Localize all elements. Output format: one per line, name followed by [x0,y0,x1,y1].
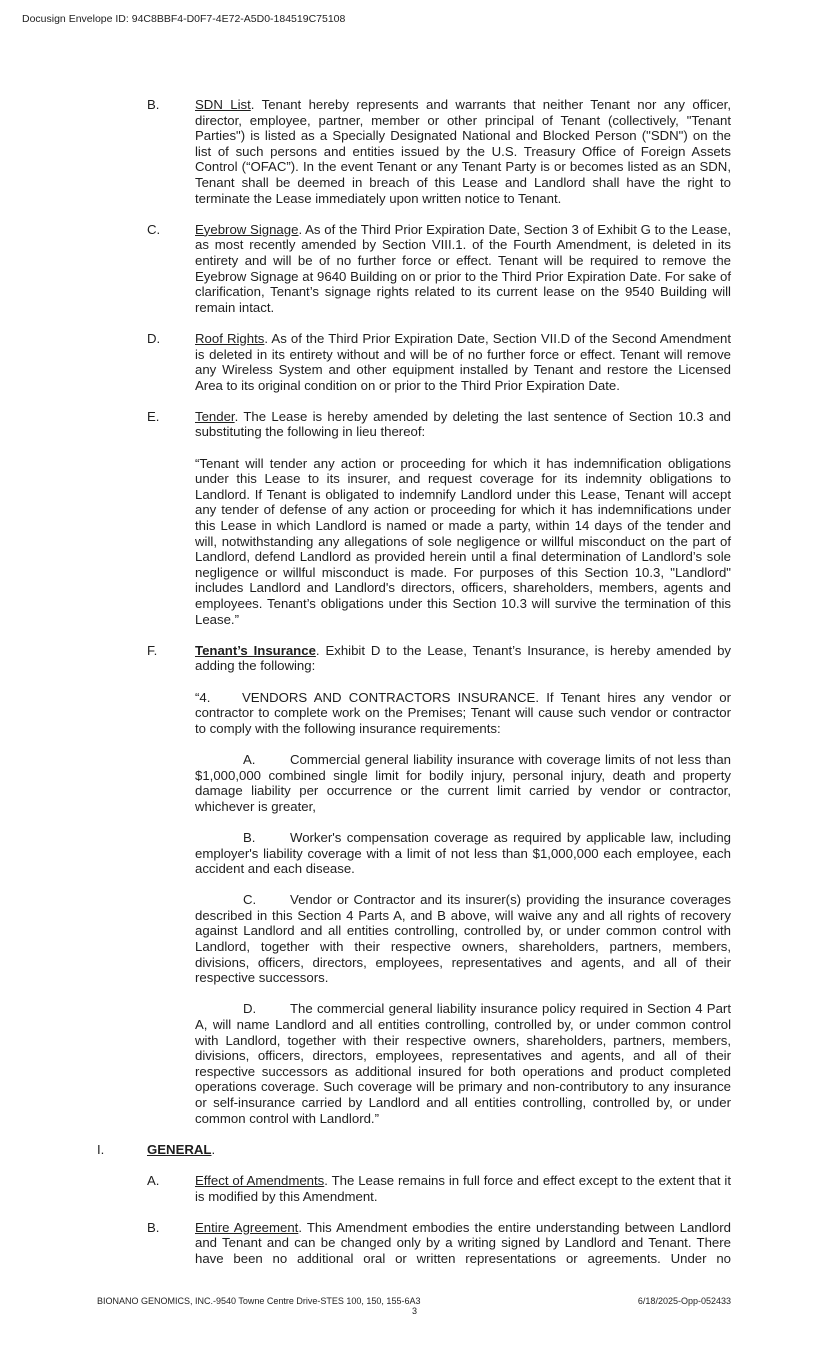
item-text: . Exhibit D to the Lease, Tenant’s Insurance, is hereby amended by adding the following: [195,642,732,674]
sub-text: The commercial general liability insurance policy required in Section 4 Part A, will name Landlord and all entities controlling, controlled by, or under common control with Landlord, together with their respective owners, shareholders, partners, members, divisions, officers, directors, employees, representatives and agents, and all of their respective successors as additional insured for both operations and product completed operations coverage. Such coverage will be primary and non-contributory to any insurance or self-insurance carried by Landlord and all entities controlling, controlled by, or under common control with Landlord.” [195,1001,731,1126]
section-e-tender [0,409,829,627]
general-a-effect-of-amendments [0,1173,829,1204]
item-text: . As of the Third Prior Expiration Date, Section 3 of Exhibit G to the Lease, as most recently amended by Section VIII.1. of the Fourth Amendment, is deleted in its entirety and will be of no further force or effect. Tenant will be required to remove the Eyebrow Signage at 9640 Building on or prior to the Third Prior Expiration Date. For sake of clarification, Tenant’s signage rights related to its current lease on the 9540 Building will remain intact. [195,221,732,315]
envelope-id: Docusign Envelope ID: 94C8BBF4-D0F7-4E72-A5D0-184519C75108 [22,13,346,25]
item-letter: A. [147,1172,160,1188]
item-text: . As of the Third Prior Expiration Date, Section VII.D of the Second Amendment is deleted in its entirety without and will be of no further force or effect. Tenant will remove any Wireless System and other equipment installed by Tenant and restore the Licensed Area to its original condition on or prior to the Third Prior Expiration Date. [195,330,732,393]
insurance-subsection-d [195,1001,731,1126]
item-text: . The Lease remains in full force and effect except to the extent that it is modified by this Amendment. [195,1172,731,1204]
item-title: Tender [195,408,235,424]
footer-reference: 6/18/2025-Opp-052433 [637,1296,731,1306]
item-title: Effect of Amendments [195,1172,325,1188]
tender-quote: “Tenant will tender any action or proceeding for which it has indemnification obligations under this Lease to its insurer, and request coverage for its indemnity obligations to Landlord. If Tenant is obligated to indemnify Landlord under this Lease, Tenant will accept any tender of defense of any action or proceeding for which it has indemnifications under this Lease in which Landlord is named or made a party, within 14 days of the tender and will, notwithstanding any allegations of sole negligence or willful misconduct on the part of Landlord, defend Landlord as provided herein until a final determination of Landlord’s sole negligence or willful misconduct is made. For purposes of this Section 10.3, "Landlord" includes Landlord and Landlord's directors, officers, shareholders, members, agents and employees. Tenant’s obligations under this Section 10.3 will survive the termination of this Lease.” [195,455,731,627]
item-letter: B. [147,1219,160,1235]
item-letter: E. [147,408,160,424]
section-title-period: . [211,1141,216,1157]
document-body [0,97,829,1282]
vendors-paragraph [195,690,731,737]
vendors-label: “4. [195,689,211,705]
vendors-text: VENDORS AND CONTRACTORS INSURANCE. If Tenant hires any vendor or contractor to complete work on the Premises; Tenant will cause such vendor or contractor to comply with the following insurance requirements: [195,689,731,736]
item-letter: F. [147,642,158,658]
sub-label: A. [243,751,256,767]
item-title: Roof Rights [195,330,265,346]
section-f-tenants-insurance [0,643,829,1126]
item-text: . Tenant hereby represents and warrants that neither Tenant nor any officer, director, employee, partner, member or other principal of Tenant (collectively, "Tenant Parties") is listed as a Specially Designated National and Blocked Person ("SDN") on the list of such persons and entities issued by the U.S. Treasury Office of Foreign Assets Control (“OFAC”). In the event Tenant or any Tenant Party is or becomes listed as an SDN, Tenant shall be deemed in breach of this Lease and Landlord shall have the right to terminate the Lease immediately upon written notice to Tenant. [195,97,732,206]
section-numeral: I. [97,1141,105,1157]
page-number: 3 [411,1306,417,1316]
sub-label: B. [243,829,256,845]
section-title: GENERAL [147,1141,212,1157]
item-title: Entire Agreement [195,1219,299,1235]
item-letter: D. [147,330,161,346]
insurance-subsection-a [195,752,731,814]
insurance-subsection-b [195,830,731,877]
section-b-sdn-list [0,97,829,206]
section-i-general [0,1142,829,1158]
item-text: . The Lease is hereby amended by deleting the last sentence of Section 10.3 and substituting the following in lieu thereof: [195,408,731,440]
item-title: Eyebrow Signage [195,221,299,237]
sub-label: D. [243,1001,257,1017]
sub-text: Worker's compensation coverage as required by applicable law, including employer's liability coverage with a limit of not less than $1,000,000 each employee, each accident and each disease. [195,829,731,877]
section-d-roof-rights [0,331,829,393]
sub-label: C. [243,892,257,908]
insurance-subsection-c [195,892,731,986]
item-letter: B. [147,97,160,112]
general-b-entire-agreement [0,1220,829,1267]
sub-text: Commercial general liability insurance with coverage limits of not less than $1,000,000 combined single limit for bodily injury, personal injury, death and property damage liability per occurrence or the current limit carried by vendor or contractor, whichever is greater, [195,751,731,814]
item-title: Tenant’s Insurance [195,642,316,658]
item-text: . This Amendment embodies the entire understanding between Landlord and Tenant and can be changed only by a writing signed by Landlord and Tenant. There have been no additional oral or written representations or agreements. Under no [195,1219,731,1266]
item-letter: C. [147,221,161,237]
footer-property: BIONANO GENOMICS, INC.-9540 Towne Centre Drive-STES 100, 150, 155-6A3 [97,1296,421,1306]
sub-text: Vendor or Contractor and its insurer(s) providing the insurance coverages described in this Section 4 Parts A, and B above, will waive any and all rights of recovery against Landlord and all entities controlling, controlled by, or under common control with Landlord, together with their respective owners, shareholders, partners, members, divisions, officers, directors, employees, representatives and agents, and all of their respective successors. [195,892,731,986]
item-title: SDN List [195,97,251,112]
section-c-eyebrow-signage [0,222,829,316]
